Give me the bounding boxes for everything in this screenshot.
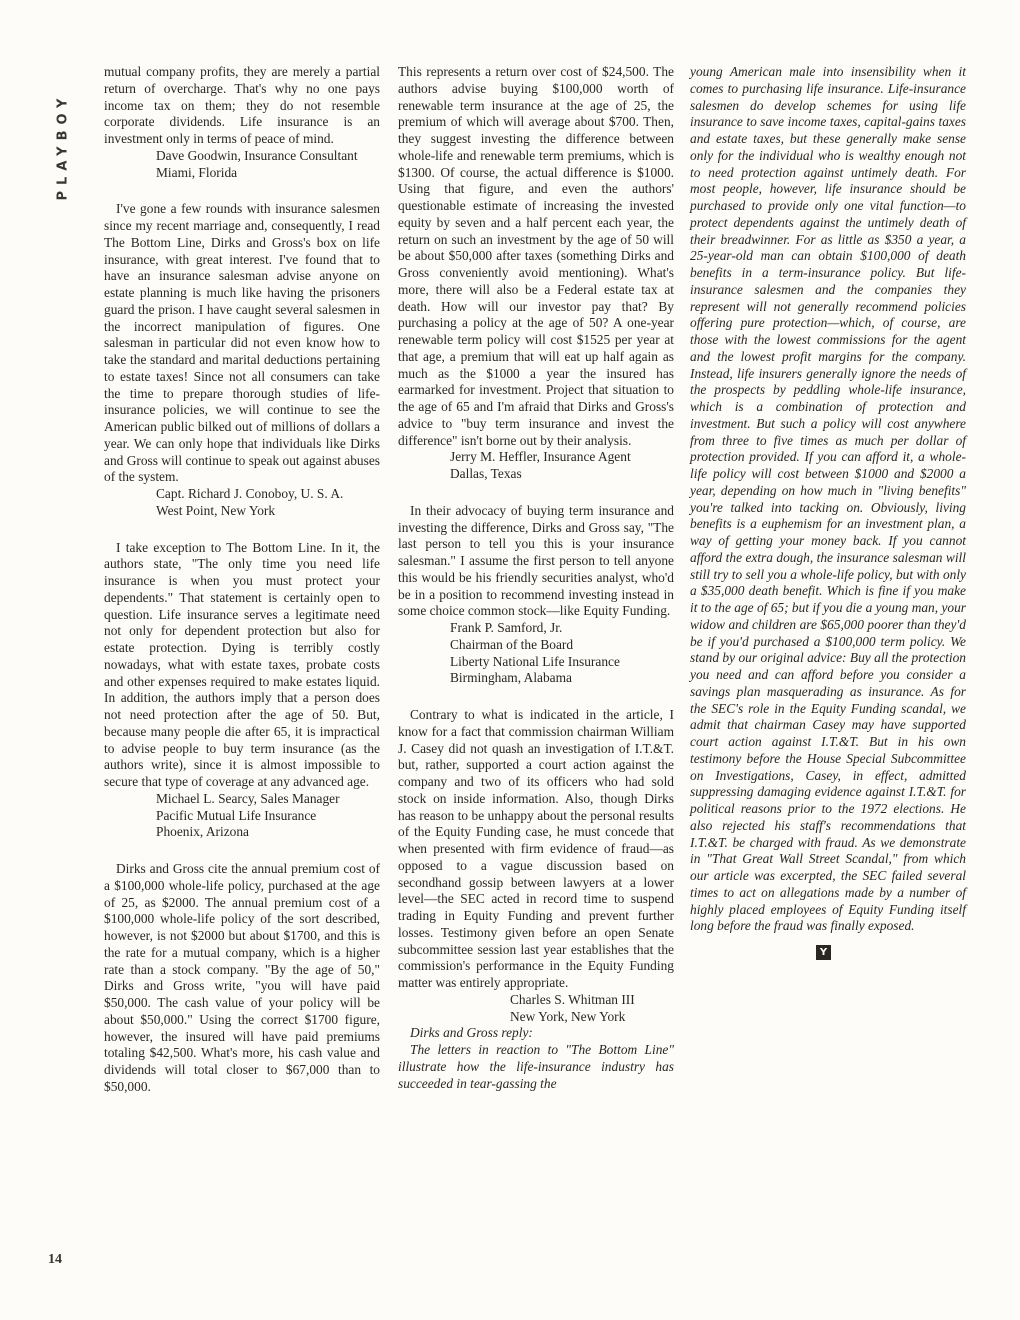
page-number: 14 <box>48 1252 62 1267</box>
signature-line: Jerry M. Heffler, Insurance Agent <box>450 449 631 465</box>
signature-line: West Point, New York <box>156 502 276 518</box>
letter-signature <box>510 992 674 1026</box>
reply-heading: Dirks and Gross reply: <box>410 1025 533 1041</box>
magazine-masthead <box>50 66 76 226</box>
column-1 <box>104 64 380 1116</box>
signature-line: Capt. Richard J. Conoboy, U. S. A. <box>156 486 344 501</box>
letter-samford <box>398 503 674 687</box>
letter-signature <box>450 620 674 687</box>
signature-line: Liberty National Life Insurance <box>450 653 620 669</box>
letter-conoboy <box>104 201 380 519</box>
signature-line: Phoenix, Arizona <box>156 824 249 840</box>
letter-heffler-start <box>104 861 380 1096</box>
letter-body: Dirks and Gross cite the annual premium cost of a $100,000 whole-life policy, purchased at the age of 25, as $2000. The annual premium cost of a $100,000 whole-life policy of the sort described, however, is not $2000 but about $1700, and this is the rate for a mutual company, which is a higher rate than a stock company. "By the age of 50," Dirks and Gross write, "you will have paid $50,000. The cash value of your policy will be about $50,000." Using the correct $1700 figure, however, the insured will have paid premiums totaling $42,500. What's more, his cash value and dividends will total closer to $67,000 than to $50,000. <box>104 861 380 1094</box>
letter-body: Contrary to what is indicated in the article, I know for a fact that commission chairman William J. Casey did not quash an investigation of I.T.&T. but, rather, supported a court action against the company and two of its officers who had sold stock on inside information. Also, though Dirks has reason to be unhappy about the personal results of the Equity Funding case, he must concede that when presented with firm evidence of fraud—as opposed to a vague discussion based on secondhand gossip between lawyers at a lower level—the SEC acted in record time to suspend trading in Equity Funding and prevent further losses. Testimony given before an open Senate subcommittee session last year establishes that the commission's performance in the Equity Funding matter was entirely appropriate. <box>398 707 674 990</box>
letter-body: In their advocacy of buying term insurance and investing the difference, Dirks and Gross say, "The last person to tell you this is your insurance salesman." I assume the first person to tell anyone this would be his friendly securities analyst, who'd be in a position to recommend investing instead in some choice common stock—like Equity Funding. <box>398 502 674 619</box>
column-2 <box>398 64 674 1092</box>
reply-body-continued: young American male into insensibility when it comes to purchasing life insurance. Life-insurance salesmen do develop schemes for using life insurance to save income taxes, capital-gains taxes and estate taxes, but these generally make sense only for the individual who is wealthy enough not to need protection against untimely death. For most people, however, life insurance should be purchased to provide only one vital function—to protect dependents against the untimely death of their breadwinner. For as little as $350 a year, a 25-year-old man can obtain $100,000 of death benefits in a term-insurance policy. But life-insurance salesmen and the companies they represent will not generally recommend policies offering pure protection—which, of course, are those with the lowest commissions for the agent and the lowest profit margins for the company. Instead, life insurers generally ignore the needs of the prospects by peddling whole-life insurance, which is a combination of protection and investment. But such a policy will cost anywhere from three to five times as much per dollar of protection provided. If you can afford it, a whole-life policy will cost between $1000 and $2000 a year, depending on how much in "living benefits" you're talked into tacking on. Obviously, living benefits is a euphemism for an investment plan, a way of getting your money back. If you cannot afford the extra dough, the insurance salesman will still try to sell you a whole-life policy, but with only a $35,000 death benefit. Which is fine if you make it to the age of 65; but if you die a young man, your widow and children are $65,000 poorer than they'd be if you'd purchased a $100,000 term policy. We stand by our original advice: Buy all the protection you need and can afford before you consider a savings plan masquerading as insurance. As for the SEC's role in the Equity Funding scandal, we admit that chairman Casey may have supported court action against I.T.&T. But in his own testimony before the House Special Subcommittee on Investigations, Casey, in effect, admitted suppressing damaging evidence against I.T.&T. for political reasons prior to the 1972 elections. He also rejected his staff's recommendations that I.T.&T. be charged with fraud. As we demonstrate in "That Great Wall Street Scandal," from which our article was excerpted, the SEC failed several times to act on allegations made by a number of highly placed employees of Equity Funding itself long before the fraud was finally exposed. <box>690 64 966 934</box>
signature-line: Michael L. Searcy, Sales Manager <box>156 790 340 806</box>
masthead-text: PLAYBOY <box>55 92 71 200</box>
signature-line: New York, New York <box>510 1008 626 1024</box>
letter-goodwin <box>104 64 380 181</box>
letter-body: mutual company profits, they are merely a partial return of overcharge. That's why no one pays income tax on them; they do not resemble corporate dividends. Life insurance is an investment only in terms of peace of mind. <box>104 64 380 146</box>
column-3 <box>690 64 966 960</box>
letter-whitman <box>398 707 674 1025</box>
signature-line: Charles S. Whitman III <box>510 991 635 1007</box>
end-of-article-mark: Y <box>816 945 831 960</box>
letter-signature <box>450 449 674 483</box>
signature-line: Frank P. Samford, Jr. <box>450 620 563 635</box>
letter-body: I've gone a few rounds with insurance salesmen since my recent marriage and, consequently, I read The Bottom Line, Dirks and Gross's box on life insurance, with great interest. I've found that to have an insurance salesman advise anyone on estate planning is much like having the prisoners guard the prison. I have caught several salesmen in the incorrect manipulation of figures. One salesman in particular did not even know how to take the standard and marital deductions pertaining to estate taxes! Since not all consumers can take the time to prepare thorough studies of life-insurance policies, we will continue to see the American public bilked out of millions of dollars a year. We can only hope that individuals like Dirks and Gross will continue to speak out against abuses of the system. <box>104 201 380 485</box>
signature-line: Birmingham, Alabama <box>450 670 572 686</box>
letter-signature <box>156 148 380 182</box>
letter-body: This represents a return over cost of $24,500. The authors advise buying $100,000 worth of renewable term insurance at the age of 25, the premium of which will average about $700. Then, they suggest investing the difference between whole-life and renewable term premiums, which is $1300. Of course, the actual difference is $1000. Using that figure, and even the authors' questionable estimate of increasing the invested equity by seven and a half percent each year, the return on such an investment by the age of 50 will be about $50,000 after taxes (something Dirks and Gross conveniently avoid mentioning). What's more, there will also be a Federal estate tax at death. How will our investor pay that? By purchasing a policy at the age of 50? A one-year renewable term policy will cost $1525 per year at that age, a premium that will eat up half again as much as the $1000 a year the insured has earmarked for investment. Project that situation to the age of 65 and I'm afraid that Dirks and Gross's advice to "buy term insurance and invest the difference" isn't borne out by their analysis. <box>398 64 674 448</box>
signature-line: Dallas, Texas <box>450 466 522 481</box>
letter-body: I take exception to The Bottom Line. In it, the authors state, "The only time you need life insurance is when you must protect your dependents." That statement is certainly open to question. Life insurance serves a legitimate need not only for dependent protection but also for estate protection. Dying is terribly costly nowadays, what with estate taxes, probate costs and other expenses required to make estates liquid. In addition, the authors imply that a person does not need protection after the age of 50. But, because many people die after 65, it is impractical to advise people to buy term insurance (as the authors write), since it is almost impossible to secure that type of coverage at any advanced age. <box>104 539 380 789</box>
letter-signature <box>156 791 380 841</box>
letter-signature <box>156 486 380 520</box>
signature-line: Miami, Florida <box>156 164 238 180</box>
reply-body-start: The letters in reaction to "The Bottom Line" illustrate how the life-insurance industry has succeeded in tear-gassing the <box>398 1042 674 1091</box>
letter-heffler-end <box>398 64 674 483</box>
signature-line: Chairman of the Board <box>450 636 574 652</box>
letter-searcy <box>104 540 380 842</box>
signature-line: Dave Goodwin, Insurance Consultant <box>156 147 358 163</box>
signature-line: Pacific Mutual Life Insurance <box>156 807 317 823</box>
